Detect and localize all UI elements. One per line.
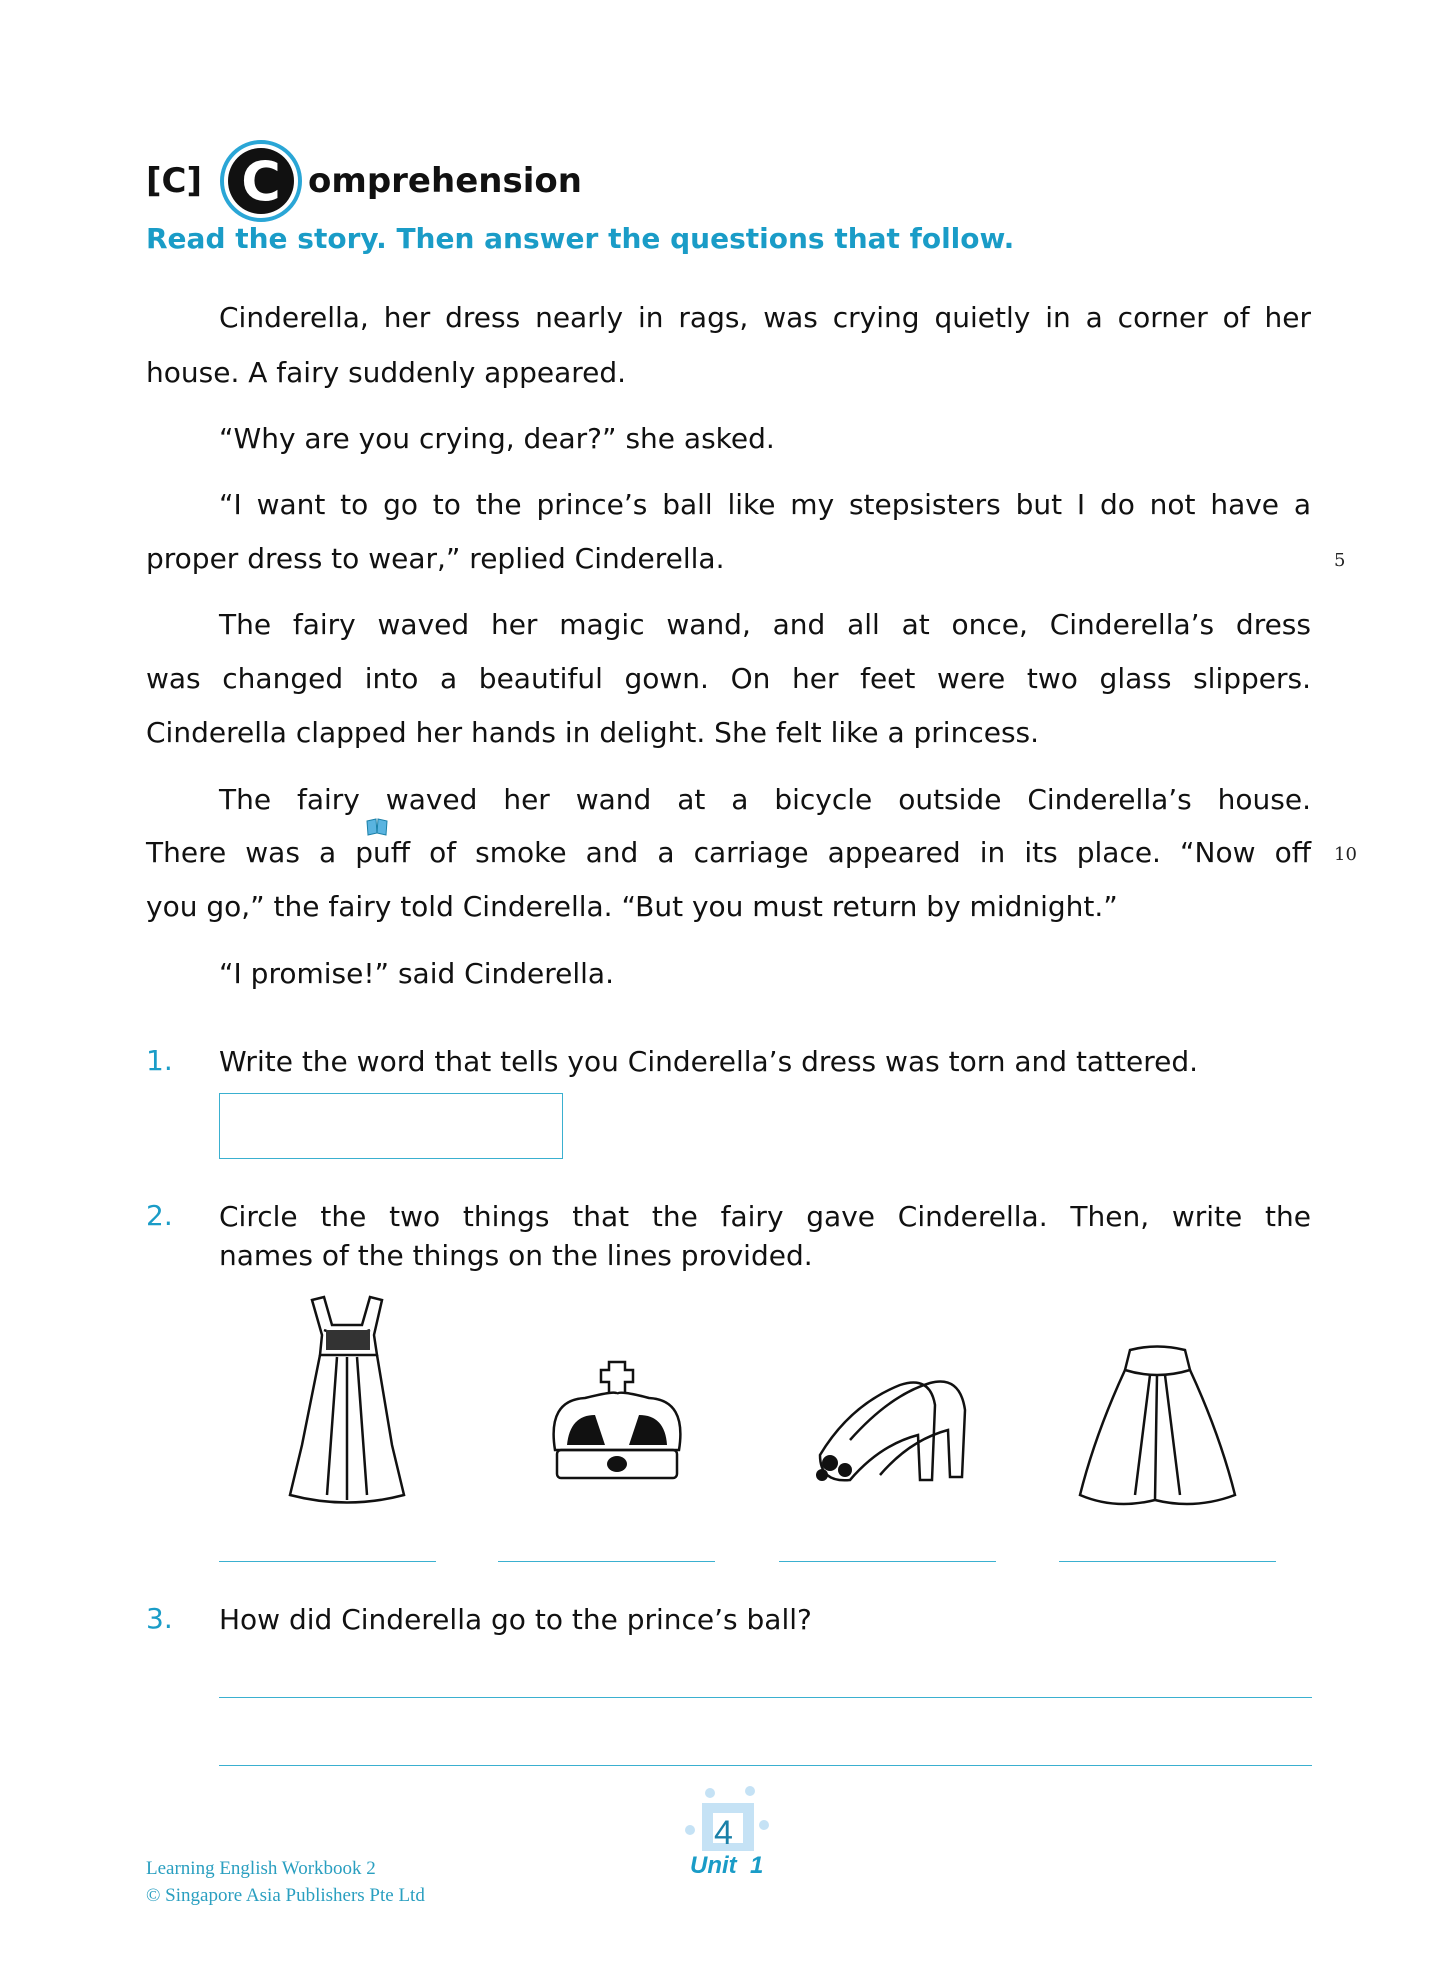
question-text: Write the word that tells you Cinderella’s dress was torn and tattered. <box>219 1045 1199 1078</box>
answer-line-q2[interactable] <box>219 1561 436 1562</box>
story-line: proper dress to wear,” replied Cinderella. <box>146 542 725 575</box>
question-number: 3. <box>146 1602 173 1635</box>
copyright: © Singapore Asia Publishers Pte Ltd <box>146 1885 425 1906</box>
comprehension-logo-icon: C <box>220 140 302 222</box>
footer-credits <box>146 1855 425 1909</box>
glass-slippers-icon[interactable] <box>810 1365 975 1495</box>
cape-icon[interactable] <box>1075 1345 1240 1510</box>
story-line: The fairy waved her magic wand, and all at once, Cinderella’s dress <box>219 608 1311 641</box>
question-text: How did Cinderella go to the prince’s ball? <box>219 1603 812 1636</box>
story-line: Cinderella clapped her hands in delight. She felt like a princess. <box>146 716 1040 749</box>
story-line: house. A fairy suddenly appeared. <box>146 356 627 389</box>
answer-line-q3[interactable] <box>219 1765 1312 1766</box>
question-number: 2. <box>146 1199 173 1232</box>
section-heading <box>146 140 582 222</box>
story-line: was changed into a beautiful gown. On her feet were two glass slippers. <box>146 662 1311 695</box>
line-number: 5 <box>1334 550 1346 571</box>
crown-icon[interactable] <box>545 1360 690 1490</box>
story-line: Cinderella, her dress nearly in rags, was crying quietly in a corner of her <box>219 301 1311 334</box>
story-line: There was a puff of smoke and a carriage appeared in its place. “Now off <box>146 836 1311 869</box>
book-title: Learning English Workbook 2 <box>146 1858 376 1879</box>
section-label: [C] <box>146 161 203 201</box>
story-line: The fairy waved her wand at a bicycle outside Cinderella’s house. <box>219 783 1311 816</box>
answer-line-q2[interactable] <box>498 1561 715 1562</box>
story-line: you go,” the fairy told Cinderella. “But you must return by midnight.” <box>146 890 1118 923</box>
page-number: 4 <box>714 1814 733 1852</box>
unit-label: Unit 1 <box>690 1852 764 1879</box>
story-line: “I want to go to the prince’s ball like my stepsisters but I do not have a <box>219 488 1311 521</box>
dictionary-book-icon[interactable] <box>366 818 388 836</box>
answer-input-q1[interactable] <box>219 1093 563 1159</box>
answer-line-q2[interactable] <box>1059 1561 1276 1562</box>
question-text: Circle the two things that the fairy gave Cinderella. Then, write the <box>219 1200 1311 1233</box>
section-title: omprehension <box>308 161 582 201</box>
story-line: “I promise!” said Cinderella. <box>219 957 614 990</box>
question-number: 1. <box>146 1044 173 1077</box>
story-line: “Why are you crying, dear?” she asked. <box>219 422 775 455</box>
question-text: names of the things on the lines provided. <box>219 1239 813 1272</box>
dress-icon[interactable] <box>282 1295 412 1510</box>
line-number: 10 <box>1334 844 1357 865</box>
answer-line-q3[interactable] <box>219 1697 1312 1698</box>
instruction: Read the story. Then answer the questions that follow. <box>146 222 1015 255</box>
answer-line-q2[interactable] <box>779 1561 996 1562</box>
